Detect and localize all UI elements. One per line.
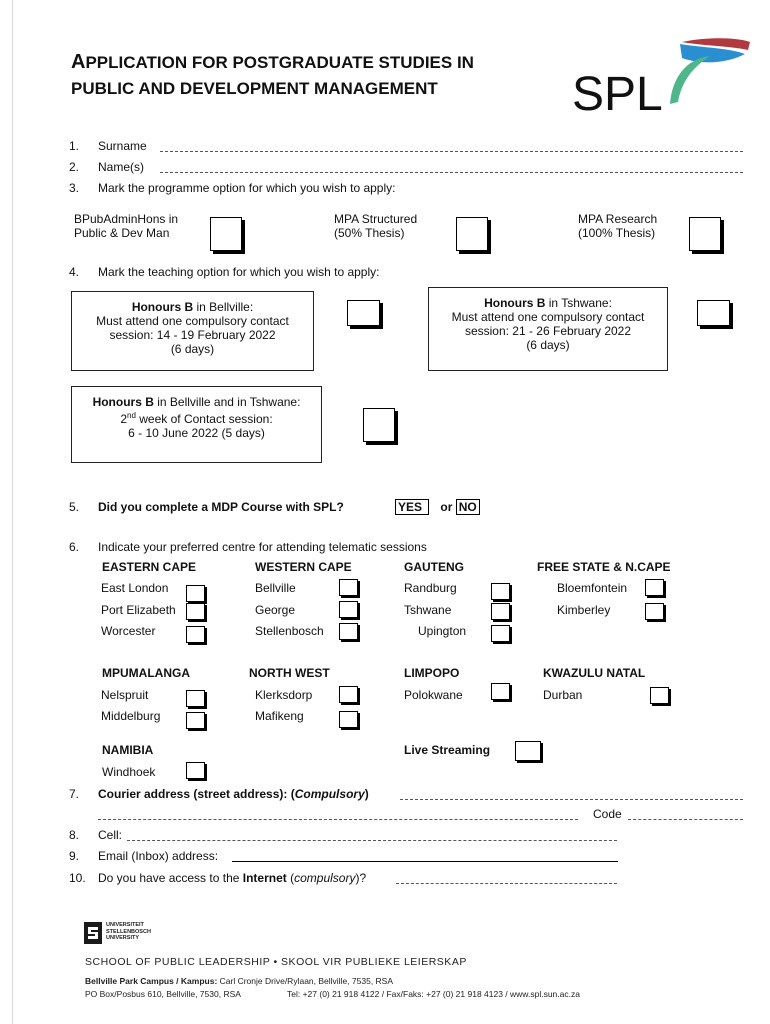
centre-east-london-checkbox[interactable] xyxy=(186,585,205,602)
centre-port-elizabeth: Port Elizabeth xyxy=(101,603,176,617)
centre-durban-checkbox[interactable] xyxy=(650,687,669,704)
q3-label: Mark the programme option for which you wish to apply: xyxy=(98,181,396,195)
region-north-west: NORTH WEST xyxy=(249,666,330,680)
courier-address-field-1[interactable] xyxy=(400,799,743,800)
centre-bellville-checkbox[interactable] xyxy=(339,579,358,596)
centre-upington-checkbox[interactable] xyxy=(491,625,510,642)
campus-address: Bellville Park Campus / Kampus: Carl Cronje Drive/Rylaan, Bellville, 7535, RSA xyxy=(85,976,394,986)
centre-worcester-checkbox[interactable] xyxy=(186,626,205,643)
uni-line-2: STELLENBOSCH xyxy=(106,928,151,935)
internet-field[interactable] xyxy=(396,883,617,884)
q5-label: Did you complete a MDP Course with SPL? xyxy=(98,500,344,514)
centre-polokwane: Polokwane xyxy=(404,688,463,702)
q5-number: 5. xyxy=(69,500,80,514)
centre-nelspruit: Nelspruit xyxy=(101,688,149,702)
surname-label: Surname xyxy=(98,139,147,153)
uni-line-1: UNIVERSITEIT xyxy=(106,922,144,928)
centre-polokwane-checkbox[interactable] xyxy=(491,683,510,700)
names-field[interactable] xyxy=(160,172,743,173)
option-mpa-research-label: MPA Research (100% Thesis) xyxy=(578,212,658,240)
region-mpumalanga: MPUMALANGA xyxy=(102,666,190,680)
centre-upington: Upington xyxy=(418,624,467,638)
uni-line-3: UNIVERSITY xyxy=(106,935,140,941)
teaching-both-checkbox[interactable] xyxy=(363,408,395,442)
q4-label: Mark the teaching option for which you wish to apply: xyxy=(98,265,380,279)
page-edge xyxy=(12,0,13,1024)
po-box: PO Box/Posbus 610, Bellville, 7530, RSA xyxy=(85,989,241,999)
q3-number: 3. xyxy=(69,181,80,195)
q1-number: 1. xyxy=(69,139,80,153)
centre-nelspruit-checkbox[interactable] xyxy=(186,690,205,707)
q8-number: 8. xyxy=(69,828,80,842)
centre-windhoek-checkbox[interactable] xyxy=(186,762,205,779)
region-eastern-cape: EASTERN CAPE xyxy=(102,560,197,574)
yes-option[interactable]: YES xyxy=(395,499,429,515)
region-kwazulu-natal: KWAZULU NATAL xyxy=(543,666,646,680)
centre-mafikeng: Mafikeng xyxy=(255,709,304,723)
live-streaming-checkbox[interactable] xyxy=(515,741,541,761)
centre-mafikeng-checkbox[interactable] xyxy=(339,711,358,728)
teaching-both-box: Honours B in Bellville and in Tshwane: 2nd week of Contact session: 6 - 10 June 2022 (5 days) xyxy=(71,386,322,463)
option-bpubadmin-checkbox[interactable] xyxy=(210,217,242,251)
surname-field[interactable] xyxy=(160,151,743,152)
option-mpa-research-checkbox[interactable] xyxy=(689,217,721,251)
courier-address-field-2[interactable] xyxy=(98,819,578,820)
option-mpa-structured-label: MPA Structured (50% Thesis) xyxy=(334,212,418,240)
email-field[interactable] xyxy=(232,861,618,862)
live-streaming-label: Live Streaming xyxy=(404,743,491,757)
centre-kimberley-checkbox[interactable] xyxy=(645,603,664,620)
centre-tshwane: Tshwane xyxy=(404,603,452,617)
teaching-tshwane-checkbox[interactable] xyxy=(697,300,730,326)
centre-klerksdorp-checkbox[interactable] xyxy=(339,686,358,703)
option-mpa-structured-checkbox[interactable] xyxy=(456,217,488,251)
contact-details: Tel: +27 (0) 21 918 4122 / Fax/Faks: +27 (0) 21 918 4123 / www.spl.sun.ac.za xyxy=(287,989,580,999)
centre-tshwane-checkbox[interactable] xyxy=(491,603,510,620)
region-namibia: NAMIBIA xyxy=(102,743,154,757)
internet-label: Do you have access to the Internet (compulsory)? xyxy=(98,871,367,885)
school-name: SCHOOL OF PUBLIC LEADERSHIP • SKOOL VIR PUBLIEKE LEIERSKAP xyxy=(85,956,467,968)
q4-number: 4. xyxy=(69,265,80,279)
centre-port-elizabeth-checkbox[interactable] xyxy=(186,603,205,620)
code-field[interactable] xyxy=(628,819,743,820)
code-label: Code xyxy=(593,807,622,821)
region-western-cape: WESTERN CAPE xyxy=(255,560,352,574)
mdp-answer xyxy=(395,499,480,515)
spl-logo xyxy=(570,34,755,116)
q10-number: 10. xyxy=(69,871,86,885)
centre-worcester: Worcester xyxy=(101,624,156,638)
centre-bellville: Bellville xyxy=(255,581,296,595)
q9-number: 9. xyxy=(69,849,80,863)
centre-east-london: East London xyxy=(101,581,169,595)
q7-number: 7. xyxy=(69,787,80,801)
q2-number: 2. xyxy=(69,160,80,174)
q7-label: Courier address (street address): (Compulsory) xyxy=(98,787,369,801)
centre-kimberley: Kimberley xyxy=(557,603,611,617)
teaching-bellville-box: Honours B in Bellville: Must attend one compulsory contact session: 14 - 19 February 2022 (6 days) xyxy=(71,291,314,371)
centre-george: George xyxy=(255,603,296,617)
centre-randburg: Randburg xyxy=(404,581,457,595)
no-option[interactable]: NO xyxy=(456,499,480,515)
q6-label: Indicate your preferred centre for attending telematic sessions xyxy=(98,540,427,554)
logo-text: SPL xyxy=(572,68,663,116)
region-limpopo: LIMPOPO xyxy=(404,666,460,680)
centre-george-checkbox[interactable] xyxy=(339,601,358,618)
cell-label: Cell: xyxy=(98,828,123,842)
or-text: or xyxy=(440,500,453,514)
centre-durban: Durban xyxy=(543,688,583,702)
centre-klerksdorp: Klerksdorp xyxy=(255,688,313,702)
page-title: APPLICATION FOR POSTGRADUATE STUDIES IN PUBLIC AND DEVELOPMENT MANAGEMENT xyxy=(71,51,474,98)
teaching-bellville-checkbox[interactable] xyxy=(347,300,380,326)
centre-stellenbosch-checkbox[interactable] xyxy=(339,623,358,640)
centre-bloemfontein: Bloemfontein xyxy=(557,581,628,595)
centre-windhoek: Windhoek xyxy=(102,765,156,779)
region-gauteng: GAUTENG xyxy=(404,560,464,574)
teaching-tshwane-box: Honours B in Tshwane: Must attend one compulsory contact session: 21 - 26 February 2022 (6 days) xyxy=(428,287,668,371)
region-free-state: FREE STATE & N.CAPE xyxy=(537,560,671,574)
email-label: Email (Inbox) address: xyxy=(98,849,219,863)
centre-middelburg: Middelburg xyxy=(101,709,161,723)
q6-number: 6. xyxy=(69,540,80,554)
centre-middelburg-checkbox[interactable] xyxy=(186,712,205,729)
option-bpubadmin-label: BPubAdminHons in Public & Dev Man xyxy=(74,212,179,240)
cell-field[interactable] xyxy=(127,840,617,841)
centre-bloemfontein-checkbox[interactable] xyxy=(645,579,664,596)
centre-randburg-checkbox[interactable] xyxy=(491,583,510,600)
centre-stellenbosch: Stellenbosch xyxy=(255,624,324,638)
crest-icon xyxy=(84,922,102,944)
names-label: Name(s) xyxy=(98,160,145,174)
